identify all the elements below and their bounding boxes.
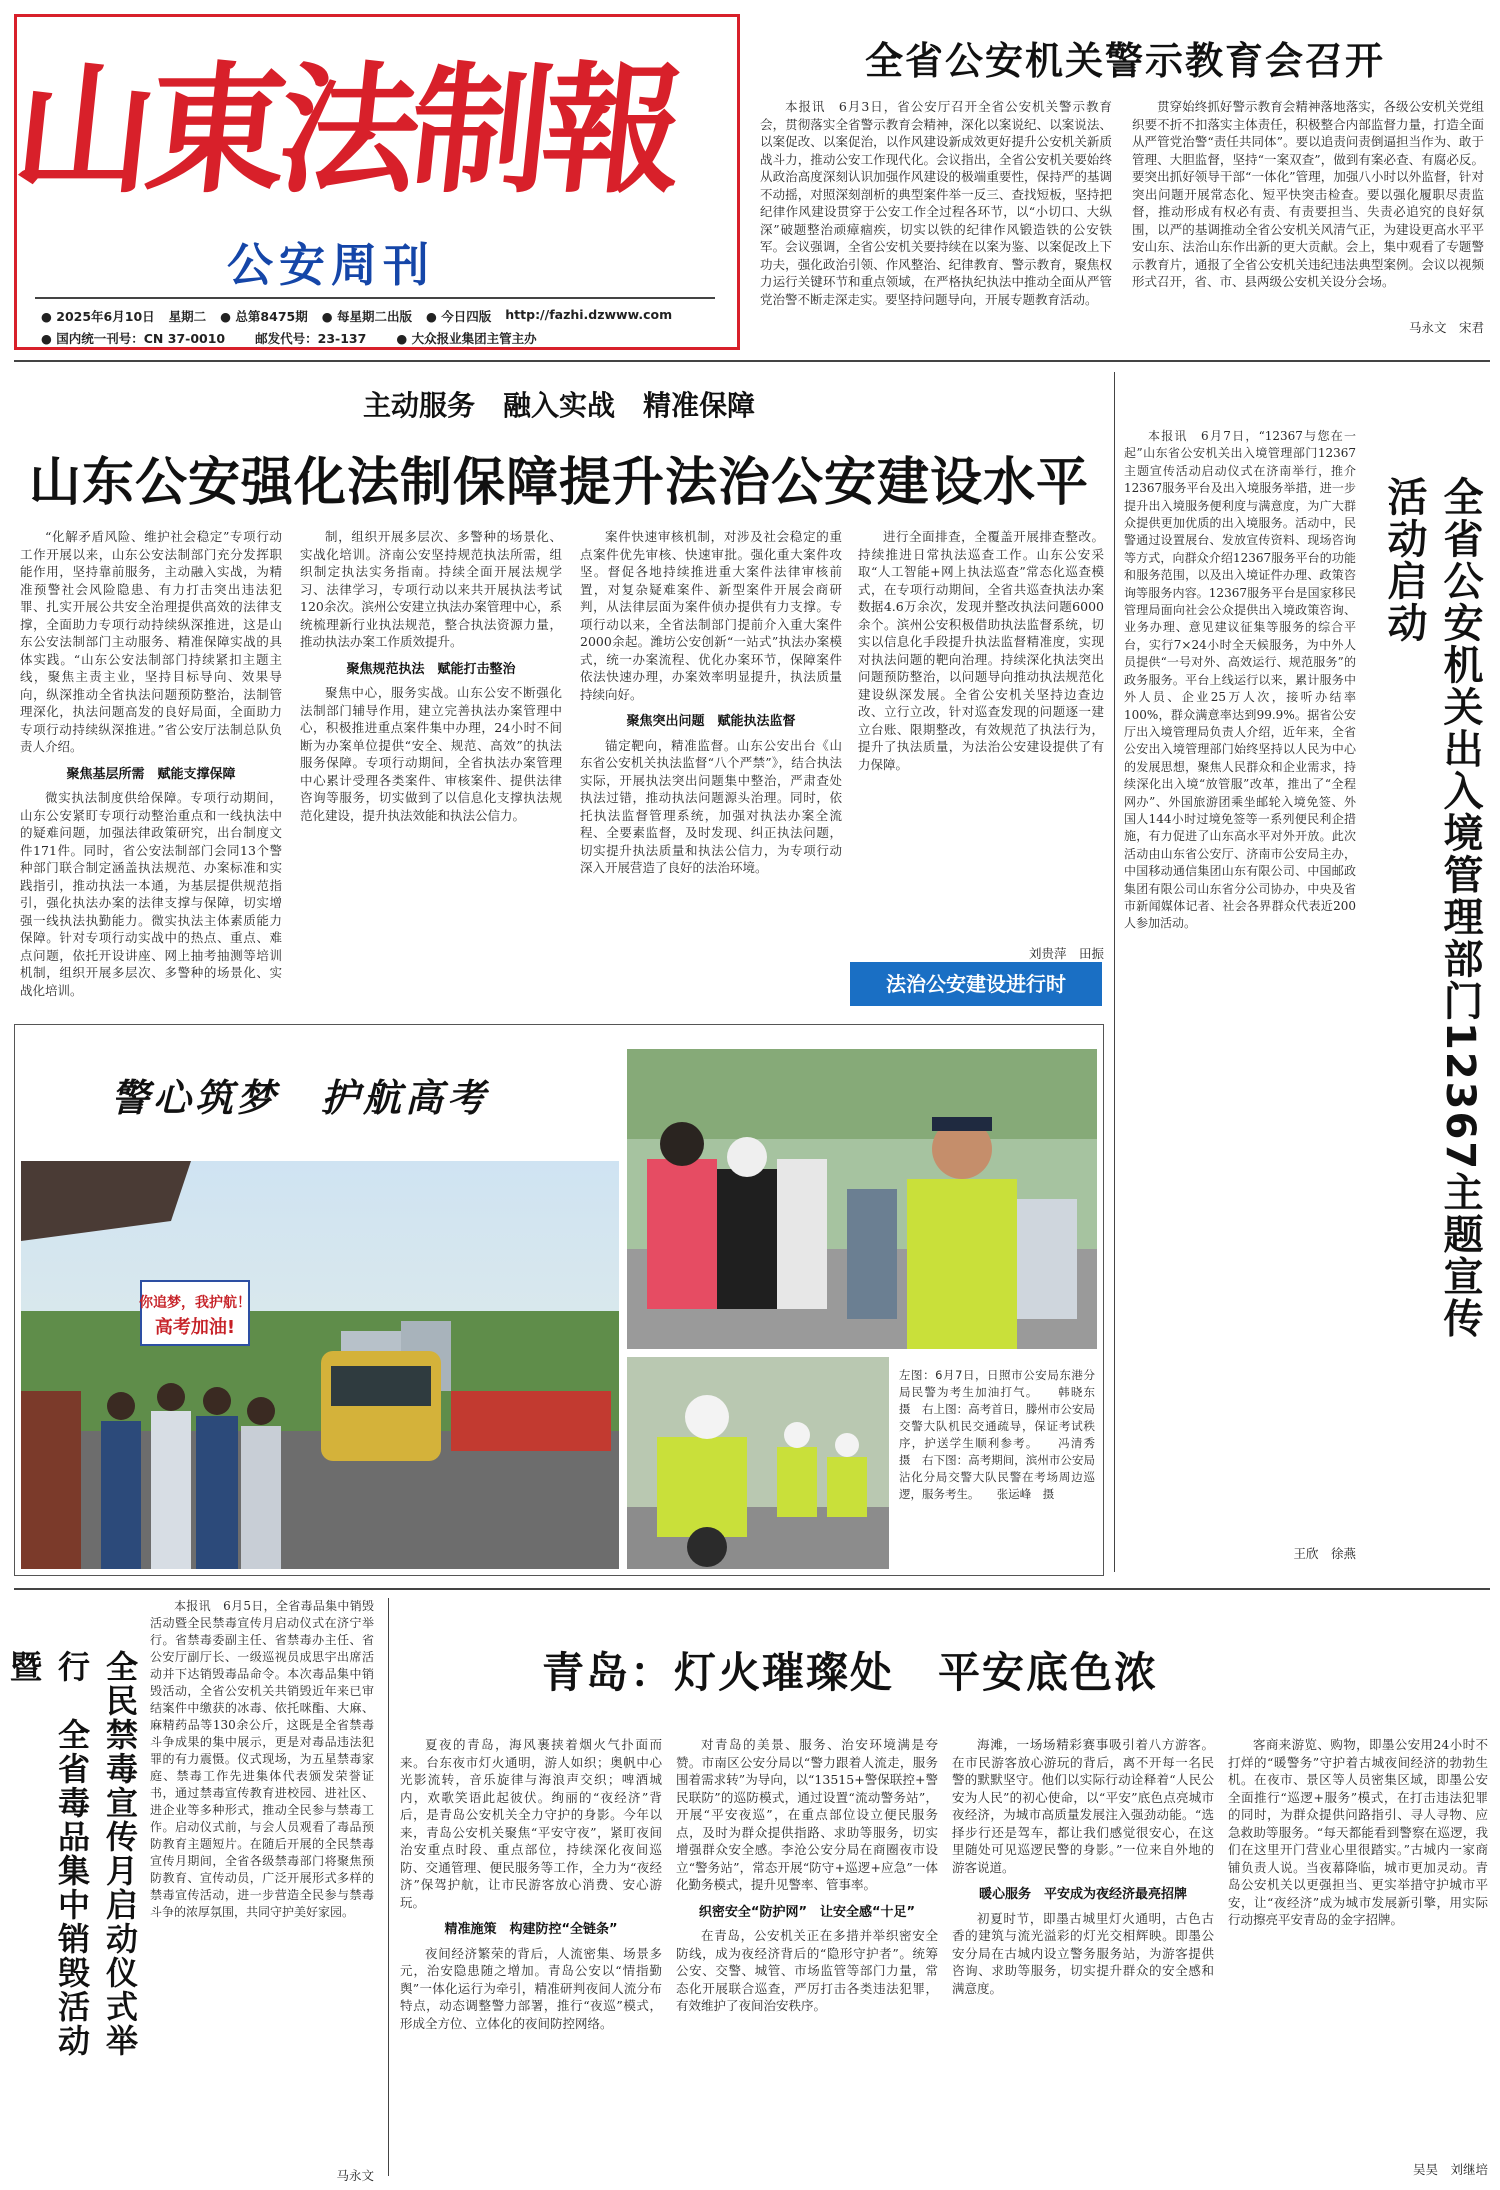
article5-col3	[952, 1736, 1214, 2176]
article1-headline: 全省公安机关警示教育会召开	[864, 39, 1385, 83]
article2-kicker: 主动服务 融入实战 精准保障	[362, 389, 755, 422]
article1-col2	[1132, 98, 1484, 316]
article5-col3b-text: 初夏时节，即墨古城里灯火通明，古色古香的建筑与流光溢彩的灯光交相辉映。即墨公安分局在古城内设立警务服务站，为游客提供咨询、求助等服务，切实提升群众的安全感和满意度。	[952, 1910, 1214, 1996]
caption-text: 左图：6月7日，日照市公安局东港分局民警为考生加油打气。 韩晓东 摄 右上图：高考首日，滕州市公安局交警大队机民交通疏导，保证考试秩序，护送学生顺利参考。 冯清秀 摄 右下图：高考期间，滨州市公安局沾化分局交警大队民警在考场周边巡逻，服务考生。 张运峰 摄	[899, 1368, 1107, 1501]
article5-headline: 青岛：灯火璀璨处 平安底色浓	[541, 1648, 1158, 1697]
article3-body-text: 本报讯 6月7日，“12367与您在一起”山东省公安机关出入境管理部门12367主题宣传活动启动仪式在济南举行，推介12367服务平台及出入境服务举措，进一步提升出入境服务便利度与满意度，为广大群众提供更加优质的出入境服务。活动中，民警通过设置展台、发放宣传资料、现场咨询等方式，向群众介绍12367服务平台的功能和服务范围，以及出入境证件办理、政策咨询等服务内容。12367服务平台是国家移民管理局面向社会公众提供出入境政策咨询、业务办理、意见建议征集等服务的综合平台，实行7×24小时全天候服务，为中外人员提供“一号对外、高效运行、规范服务”的政务服务。平台上线运行以来，累计服务中外人员、企业25万人次，接听办结率100%，群众满意率达到99.9%。据省公安厅出入境管理局负责人介绍，近年来，全省公安出入境管理部门始终坚持以人民为中心的发展思想，聚焦人民群众和企业需求，持续深化出入境“放管服”改革，推出了“全程网办”、外国旅游团乘坐邮轮入境免签、外国人144小时过境免签等一系列便民利企措施，有力促进了山东高水平对外开放。此次活动由山东省公安厅、济南市公安局主办，中国移动通信集团山东有限公司、中国邮政集团有限公司山东省分公司协办，中央及省市新闻媒体记者、社会各界群众代表近200人参加活动。	[1124, 429, 1356, 931]
article2-col2	[300, 528, 562, 998]
article2-col2b-text: 聚焦中心，服务实战。山东公安不断强化法制部门辅导作用，建立完善执法办案管理中心，积极推进重点案件集中办理，24小时不间断为办案单位提供“安全、规范、高效”的执法服务保障。专项行动期间，全省执法办案管理中心累计受理各类案件、审核案件、提供法律咨询等服务，切实做到了以信息化支撑执法规范化建设，提升执法效能和执法公信力。	[300, 685, 562, 823]
masthead-title	[6, 19, 731, 219]
article5-col2b-text: 在青岛，公安机关正在多措并举织密安全防线，成为夜经济背后的“隐形守护者”。统筹公安、交警、城管、市场监管等部门力量，常态化开展联合巡查，严厉打击各类违法犯罪，有效维护了夜间治安秩序。	[676, 1928, 938, 2013]
column-label-text: 法治公安建设进行时	[886, 972, 1066, 996]
photo-feature	[14, 1024, 1107, 1576]
website-link[interactable]: http://fazhi.dzwww.com	[505, 307, 673, 322]
article2-col3	[580, 528, 842, 998]
article5-col2	[676, 1736, 938, 2176]
article2-subhead1: 聚焦基层所需 赋能支撑保障	[66, 766, 236, 782]
photo-feature-caption	[899, 1367, 1107, 1573]
top-divider	[14, 360, 1490, 362]
article5-col1	[400, 1736, 662, 2176]
page-count: ● 今日四版	[426, 309, 492, 324]
article5-col4	[1228, 1736, 1488, 2156]
masthead	[6, 14, 740, 350]
masthead-divider	[35, 297, 715, 299]
cn-code: ● 国内统一刊号：CN 37-0010	[41, 331, 226, 346]
bottom-column-divider	[388, 1598, 389, 2176]
article5-col2-text: 对青岛的美景、服务、治安环境满是夸赞。市南区公安分局以“警力跟着人流走，服务围着需求转”为导向，以“13515+警保联控+警民联防”的巡防模式，通过设置“流动警务站”，开展“平安夜巡”，在重点部位设立便民服务点，及时为群众提供指路、求助等服务，切实增强群众安全感。李沧公安分局在商圈夜市设立“警务站”，常态开展“防守+巡逻+应急”一体化勤务模式，提升见警率、管事率。	[676, 1737, 938, 1892]
article2-headline: 山东公安强化法制保障提升法治公安建设水平	[28, 453, 1089, 513]
publish-schedule: ● 每星期二出版	[321, 309, 412, 324]
masthead-meta-2	[41, 329, 537, 347]
photo-right-bottom-motorcycle-police	[627, 1357, 889, 1569]
article1-col2-text: 贯穿始终抓好警示教育会精神落地落实，各级公安机关党组织要不折不扣落实主体责任，积极整合内部监督力量，打造全面从严管党治警“责任共同体”。要以追责问责倒逼担当作为、敢于管理、大胆监督，坚持“一案双查”，做到有案必查、有腐必反。要突出抓好领导干部“一体化”管理，加强八小时以外监督，针对突出问题开展常态化、短平快突击检查。要以强化履职尽责监督，推动形成有权必有责、有责要担当、失责必追究的良好氛围，以严的基调推动全省公安机关风清气正，为建设更高水平平安山东、法治山东作出新的更大贡献。会上，集中观看了专题警示教育片，通报了全省公安机关违纪违法典型案例。会议以视频形式召开，省、市、县两级公安机关设分会场。	[1132, 99, 1484, 289]
article2-col2-text: 制，组织开展多层次、多警种的场景化、实战化培训。济南公安坚持规范执法所需，组织制定执法实务指南。持续全面开展法规学习、法律学习，专项行动以来共开展执法考试120余次。滨州公安建立执法办案管理中心，系统梳理新行业执法规范，整合执法资源力量，推动执法办案工作质效提升。	[300, 529, 562, 649]
article2-subhead3: 聚焦突出问题 赋能执法监督	[626, 714, 796, 729]
sign-line2: 高考加油!	[154, 1317, 236, 1338]
article2-col1	[20, 528, 282, 998]
article3-headline: 全省公安机关出入境管理部门12367主题宣传活动启动	[1381, 476, 1483, 1340]
issue-number: ● 总第8475期	[220, 309, 308, 324]
right-column-divider	[1114, 372, 1115, 1572]
article2-col1-text: “化解矛盾风险、维护社会稳定”专项行动工作开展以来，山东公安法制部门充分发挥职能作用，坚持靠前服务，主动融入实战，为精准预警社会风险隐患、有力打击突出违法犯罪、扎实开展公共安全治理提供高效的法律支撑，全面助力专项行动持续纵深推进，这是山东公安法制部门主动服务、精准保障实战的具体实践。“山东公安法制部门持续紧扣主题主线，聚焦主责主业，坚持目标导向、效果导向，纵深推动全省执法问题预防整治，法制管理深化，执法问题高发的良好局面，全面助力专项行动持续纵深推进。”省公安厅法制总队负责人介绍。	[20, 529, 282, 754]
article4-body-text: 本报讯 6月5日，全省毒品集中销毁活动暨全民禁毒宣传月启动仪式在济宁举行。省禁毒委副主任、省禁毒办主任、省公安厅副厅长、一级巡视员成思宇出席活动并下达销毁毒品命令。本次毒品集中销毁活动，全省公安机关共销毁近年来已审结案件中缴获的冰毒、依托咪酯、大麻、麻精药品等130余公斤，这既是全省禁毒斗争成果的集中展示，更是对毒品违法犯罪的有力震慑。仪式现场，为五星禁毒家庭、禁毒工作先进集体代表颁发荣誉证书，通过禁毒宣传教育进校园、进社区、进企业等多种形式，推动全民参与禁毒工作。启动仪式前，与会人员观看了毒品预防教育主题短片。在随后开展的全民禁毒宣传月期间，全省各级禁毒部门将聚焦预防教育、宣传动员，广泛开展形式多样的禁毒宣传活动，进一步营造全民参与禁毒斗争的浓厚氛围，共同守护美好家园。	[150, 1599, 374, 1919]
article4-body	[150, 1598, 374, 2166]
article5-author: 吴昊 刘继培	[1412, 2162, 1488, 2177]
article2-author: 刘贵萍 田振	[1028, 946, 1104, 961]
article2-col1b-text: 微实执法制度供给保障。专项行动期间，山东公安紧盯专项行动整治重点和一线执法中的疑难问题，加强法律政策研究，出台制度文件171件。同时，省公安法制部门会同13个警种部门联合制定涵盖执法规范、办案标准和实践指引，推动执法一本通，为基层提供规范指引，强化执法办案的法律支撑与保障，切实增强一线执法执勤能力。微实执法主体素质能力保障。针对专项行动实战中的热点、重点、难点问题，依托开设讲座、网上抽考抽测等培训机制，组织开展多层次、多警种的场景化、实战化培训。	[20, 790, 282, 998]
masthead-title-text: 山東法制報	[6, 48, 684, 213]
article2-col4-text: 进行全面排查，全覆盖开展排查整改。持续推进日常执法巡查工作。山东公安采取“人工智能+网上执法巡查”常态化巡查模式，在专项行动期间，全省共巡查执法办案数据4.6万余次，发现并整改执法问题6000余个。滨州公安积极借助执法监督系统，切实以信息化手段提升执法监督精准度，实现对执法问题的靶向治理。持续深化执法突出问题预防整治，以问题导向推动执法规范化建设纵深发展。全省公安机关坚持边查边改、立行立改，针对巡查发现的问题逐一建立台账、限期整改，有效规范了执法行为，提升了执法质量，为法治公安建设提供了有力保障。	[858, 529, 1104, 772]
article5-col4-text: 客商来游览、购物，即墨公安用24小时不打烊的“暖警务”守护着古城夜间经济的勃勃生机。在夜市、景区等人员密集区域，即墨公安全面推行“巡逻+服务”模式，在打击违法犯罪的同时，为群众提供问路指引、寻人寻物、应急救助等服务。“每天都能看到警察在巡逻，我们在这里开门营业心里很踏实。”古城内一家商铺负责人说。当夜幕降临，城市更加灵动。青岛公安机关以更强担当、更实举措守护城市平安，让“夜经济”成为城市发展新引擎，用实际行动擦亮平安青岛的金字招牌。	[1228, 1737, 1488, 1927]
article2-col4	[858, 528, 1104, 943]
article2-col3-text: 案件快速审核机制，对涉及社会稳定的重点案件优先审核、快速审批。强化重大案件攻坚。督促各地持续推进重大案件法律审核前置，对复杂疑难案件、新型案件开展会商研判，从法律层面为案件侦办提供有力支撑。专项行动以来，全省法制部门提前介入重大案件2000余起。潍坊公安创新“一站式”执法办案模式，统一办案流程、优化办案环节，保障案件依法快速办理，办案效率明显提升，执法质量持续向好。	[580, 529, 842, 702]
article3-author: 王欣 徐燕	[1293, 1546, 1356, 1561]
weekday: 星期二	[168, 309, 207, 324]
article5-col3-text: 海滩，一场场精彩赛事吸引着八方游客。在市民游客放心游玩的背后，离不开每一名民警的默默坚守。他们以实际行动诠释着“人民公安为人民”的初心使命，以“平安”底色点亮城市夜经济，为城市高质量发展注入强劲动能。“选择步行还是驾车，都让我们感觉很安心，在这里随处可见巡逻民警的身影。”一位来自外地的游客说道。	[952, 1737, 1214, 1875]
article5-subhead2: 织密安全“防护网” 让安全感“十足”	[698, 1904, 916, 1920]
article1-col1-text: 本报讯 6月3日，省公安厅召开全省公安机关警示教育会，贯彻落实全省警示教育会精神，深化以案说纪、以案说法、以案促改、以案促治，以作风建设新成效更好提升公安机关新质战斗力，推动公安工作现代化。会议指出，全省公安机关要始终从政治高度深刻认识加强作风建设的极端重要性，保持严的基调不动摇，对照深刻剖析的典型案件举一反三、查找短板，坚持把纪律作风建设贯穿于公安工作全过程各环节，以“小切口、大纵深”破题整治顽瘴痼疾，切实以铁的纪律作风锻造铁的公安铁军。会议强调，全省公安机关要持续在以案为鉴、以案促改上下功夫，强化政治引领、作风整治、纪律教育、警示教育，聚焦权力运行关键环节和重点领域，在严格执纪执法中推动全面从严管党治警不断走深走实。要坚持问题导向，开展专题教育活动。	[760, 99, 1112, 307]
masthead-subtitle: 公安周刊	[227, 238, 435, 292]
column-label-badge	[850, 962, 1102, 1006]
article4-headline: 全民禁毒宣传月启动仪式举行 全省毒品集中销毁活动暨	[5, 1650, 139, 2058]
article5-subhead1: 精准施策 构建防控“全链条”	[444, 1922, 618, 1937]
article3-body	[1124, 428, 1356, 1538]
article5-col1-text: 夏夜的青岛，海风裹挟着烟火气扑面而来。台东夜市灯火通明，游人如织；奥帆中心光影流转，音乐旋律与海浪声交织；啤酒城内，欢歌笑语此起彼伏。绚丽的“夜经济”背后，是青岛公安机关全力守护的身影。今年以来，青岛公安机关聚焦“平安守夜”，紧盯夜间治安重点时段、重点部位，持续深化夜间巡防、交通管理、便民服务等工作，全力为“夜经济”保驾护航，让市民游客放心消费、安心游玩。	[400, 1737, 662, 1910]
article2-subhead2: 聚焦规范执法 赋能打击整治	[346, 661, 516, 677]
bottom-divider	[14, 1588, 1490, 1590]
masthead-calligraphy	[6, 19, 731, 219]
photo-right-top-graphic	[627, 1049, 1097, 1349]
article2-col3b-text: 锚定靶向，精准监督。山东公安出台《山东省公安机关执法监督“八个严禁”》，结合执法实际，开展执法突出问题集中整治，严肃查处执法过错，推动执法问题源头治理。同时，依托执法监督管理系统，加强对执法办案全流程、全要素监督，及时发现、纠正执法问题，切实提升执法质量和执法公信力，为专项行动深入开展营造了良好的法治环境。	[580, 737, 842, 875]
photo-right-top-traffic-officer	[627, 1049, 1097, 1349]
postal-code: 邮发代号：23-137	[255, 331, 367, 346]
photo-left-graphic	[21, 1161, 619, 1569]
masthead-meta-1	[41, 307, 672, 325]
photo-right-bottom-graphic	[627, 1357, 889, 1569]
article5-col1b-text: 夜间经济繁荣的背后，人流密集、场景多元，治安隐患随之增加。青岛公安以“情指勤舆”一体化运行为牵引，精准研判夜间人流分布特点，动态调整警力部署，推行“夜巡”模式，形成全方位、立体化的夜间防控网络。	[400, 1945, 662, 2031]
photo-left-bus-farewell	[21, 1161, 619, 1569]
article5-subhead3: 暖心服务 平安成为夜经济最亮招牌	[978, 1887, 1187, 1902]
photo-feature-title: 警心筑梦 护航高考	[111, 1075, 490, 1120]
article4-author: 马永文	[336, 2168, 374, 2183]
article1-col1	[760, 98, 1112, 333]
article1-author: 马永文 宋君	[1408, 320, 1484, 335]
publisher: ● 大众报业集团主管主办	[396, 331, 537, 346]
sign-line1: 你追梦，我护航！	[139, 1295, 251, 1311]
issue-date: ● 2025年6月10日	[41, 309, 155, 324]
